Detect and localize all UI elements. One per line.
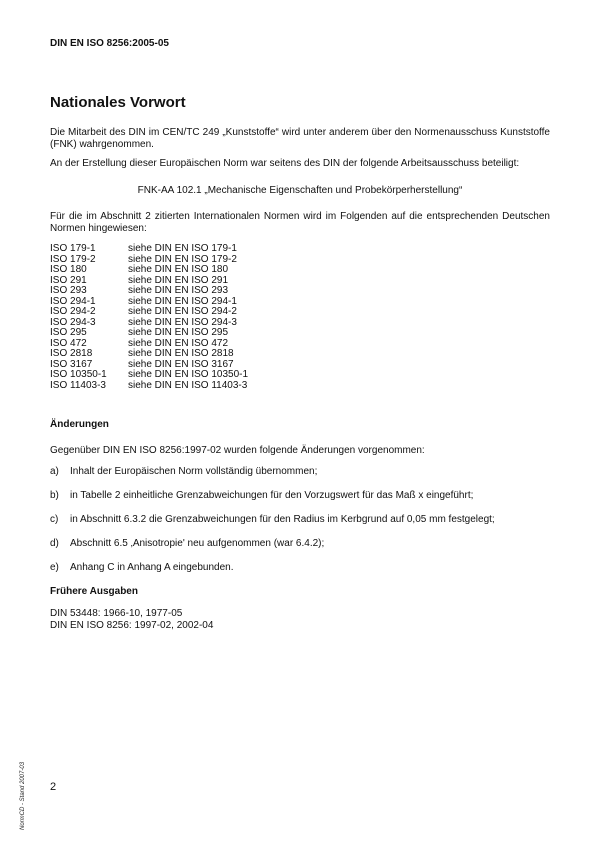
iso-code: ISO 295	[50, 327, 87, 338]
din-reference: siehe DIN EN ISO 294-3	[128, 316, 237, 328]
din-reference: siehe DIN EN ISO 179-1	[128, 243, 237, 254]
iso-code: ISO 2818	[50, 348, 93, 359]
earlier-editions-list	[50, 608, 213, 632]
reference-row	[50, 244, 248, 255]
item-letter: e)	[50, 562, 59, 573]
reference-row	[50, 286, 248, 297]
committee-line: FNK-AA 102.1 „Mechanische Eigenschaften und Probekörperherstellung“	[137, 185, 463, 196]
din-reference: siehe DIN EN ISO 2818	[128, 348, 234, 359]
page-number: 2	[50, 781, 57, 793]
intro-paragraph-3: Für die im Abschnitt 2 zitierten Internationalen Normen wird im Folgenden auf die entsprechenden Deutschen Normen hingewiesen:	[50, 211, 550, 234]
item-letter: b)	[50, 490, 59, 501]
document-id: DIN EN ISO 8256:2005-05	[50, 38, 169, 49]
iso-code: ISO 179-2	[50, 253, 96, 265]
iso-code: ISO 3167	[50, 358, 93, 370]
reference-row	[50, 381, 248, 392]
iso-code: ISO 472	[50, 337, 87, 349]
earlier-editions-heading: Frühere Ausgaben	[50, 586, 138, 597]
page-title: Nationales Vorwort	[50, 94, 186, 111]
iso-code: ISO 294-1	[50, 295, 96, 307]
din-reference: siehe DIN EN ISO 294-1	[128, 295, 237, 307]
din-reference: siehe DIN EN ISO 294-2	[128, 306, 237, 317]
item-text: in Abschnitt 6.3.2 die Grenzabweichungen für den Radius im Kerbgrund auf 0,05 mm festgelegt;	[70, 514, 495, 525]
iso-code: ISO 11403-3	[50, 379, 106, 391]
iso-code: ISO 294-2	[50, 306, 96, 317]
item-text: in Tabelle 2 einheitliche Grenzabweichungen für den Vorzugswert für das Maß x eingeführt;	[70, 490, 474, 501]
din-reference: siehe DIN EN ISO 179-2	[128, 253, 237, 265]
iso-code: ISO 294-3	[50, 316, 96, 328]
change-item	[50, 466, 550, 477]
edition-line: DIN 53448: 1966-10, 1977-05	[50, 608, 183, 619]
item-text: Abschnitt 6.5 ‚Anisotropie' neu aufgenommen (war 6.4.2);	[70, 538, 325, 549]
changes-intro: Gegenüber DIN EN ISO 8256:1997-02 wurden folgende Änderungen vorgenommen:	[50, 445, 425, 456]
din-reference: siehe DIN EN ISO 295	[128, 327, 229, 338]
din-reference: siehe DIN EN ISO 472	[128, 337, 229, 349]
changes-heading: Änderungen	[50, 419, 109, 430]
intro-paragraph-1: Die Mitarbeit des DIN im CEN/TC 249 „Kunststoffe“ wird unter anderem über den Normenausschuss Kunststoffe (FNK) wahrgenommen.	[50, 127, 550, 150]
din-reference: siehe DIN EN ISO 180	[128, 264, 229, 275]
item-text: Anhang C in Anhang A eingebunden.	[70, 562, 234, 573]
change-item	[50, 538, 550, 549]
din-reference: siehe DIN EN ISO 291	[128, 274, 229, 286]
reference-list	[50, 244, 248, 391]
din-reference: siehe DIN EN ISO 10350-1	[128, 369, 249, 380]
reference-row	[50, 265, 248, 276]
item-letter: d)	[50, 538, 59, 549]
change-item	[50, 562, 550, 573]
side-note: NormCD - Stand 2007-03	[20, 761, 26, 830]
change-item	[50, 514, 550, 525]
edition-line: DIN EN ISO 8256: 1997-02, 2002-04	[50, 620, 214, 631]
iso-code: ISO 179-1	[50, 243, 96, 254]
din-reference: siehe DIN EN ISO 293	[128, 285, 229, 296]
reference-row	[50, 349, 248, 360]
reference-row	[50, 307, 248, 318]
item-text: Inhalt der Europäischen Norm vollständig übernommen;	[70, 466, 318, 477]
reference-row	[50, 328, 248, 339]
reference-row	[50, 370, 248, 381]
din-reference: siehe DIN EN ISO 3167	[128, 358, 234, 370]
item-letter: a)	[50, 466, 59, 477]
iso-code: ISO 10350-1	[50, 369, 107, 380]
iso-code: ISO 293	[50, 285, 87, 296]
din-reference: siehe DIN EN ISO 11403-3	[128, 379, 248, 391]
iso-code: ISO 180	[50, 264, 87, 275]
change-item	[50, 490, 550, 501]
item-letter: c)	[50, 514, 59, 525]
intro-paragraph-2: An der Erstellung dieser Europäischen Norm war seitens des DIN der folgende Arbeitsausschuss beteiligt:	[50, 158, 520, 169]
iso-code: ISO 291	[50, 274, 87, 286]
